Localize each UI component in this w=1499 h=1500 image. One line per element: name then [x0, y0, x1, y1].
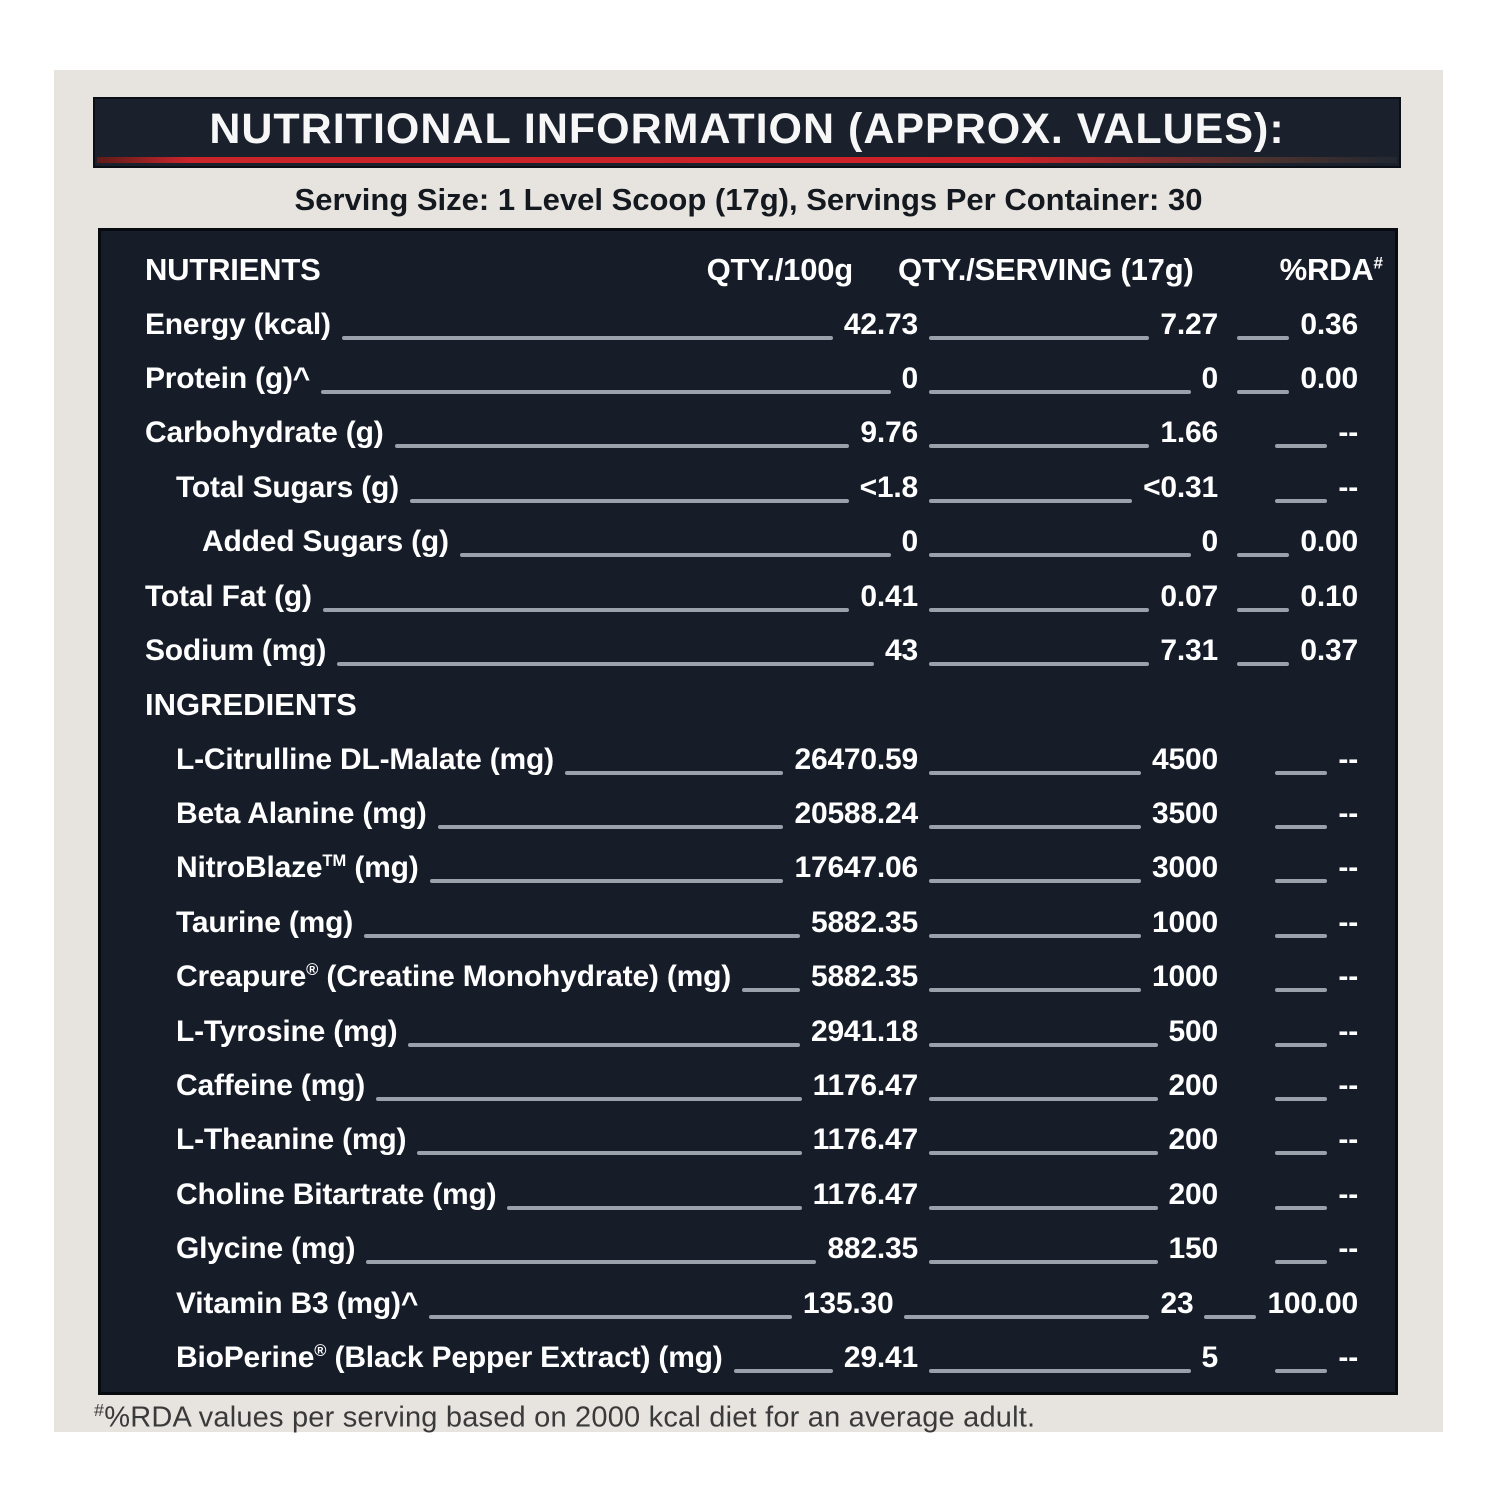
qty-100g-value: 9.76 — [860, 416, 918, 450]
qty-100g-value: 20588.24 — [794, 797, 918, 831]
rda-value: 0.36 — [1300, 307, 1358, 341]
ingredients-section-header: INGREDIENTS — [145, 687, 357, 723]
leader-line — [323, 608, 850, 612]
rda-value: -- — [1338, 1069, 1358, 1103]
leader-line — [1237, 553, 1289, 557]
leader-line — [742, 988, 800, 992]
leader-line — [1237, 336, 1289, 340]
qty-100g-value: 26470.59 — [794, 742, 918, 776]
column-header-rda: %RDA# — [1279, 252, 1383, 288]
leader-line — [1275, 1206, 1327, 1210]
qty-serving-value: 3500 — [1152, 797, 1218, 831]
leader-line — [337, 662, 874, 666]
leader-line — [929, 1260, 1158, 1264]
rda-value: -- — [1338, 470, 1358, 504]
rda-value: 0.00 — [1300, 361, 1358, 395]
qty-100g-value: <1.8 — [859, 470, 918, 504]
nutrition-table — [98, 228, 1398, 1395]
qty-100g-value: 1176.47 — [812, 1069, 918, 1103]
serving-size-line: Serving Size: 1 Level Scoop (17g), Servings Per Container: 30 — [294, 182, 1203, 217]
leader-line — [929, 499, 1132, 503]
qty-100g-value: 1176.47 — [812, 1123, 918, 1157]
leader-line — [929, 934, 1141, 938]
nutrients-section — [145, 297, 1358, 678]
leader-line — [438, 825, 784, 829]
row-label: Beta Alanine (mg) — [176, 797, 427, 831]
row-label: L-Theanine (mg) — [176, 1123, 407, 1157]
table-row — [145, 1113, 1358, 1167]
column-header-qty-100g: QTY./100g — [706, 252, 854, 288]
table-row — [145, 1276, 1358, 1330]
row-label: Total Sugars (g) — [176, 470, 399, 504]
leader-line — [1275, 499, 1327, 503]
row-label: Choline Bitartrate (mg) — [176, 1177, 497, 1211]
label-sheet — [54, 70, 1443, 1432]
column-header-nutrients: NUTRIENTS — [145, 252, 321, 288]
qty-serving-value: 0 — [1201, 525, 1218, 559]
leader-line — [430, 879, 784, 883]
qty-serving-value: 4500 — [1152, 742, 1218, 776]
table-row — [145, 515, 1358, 569]
qty-100g-value: 2941.18 — [810, 1014, 918, 1048]
row-label: Creapure® (Creatine Monohydrate) (mg) — [176, 960, 732, 994]
qty-100g-value: 5882.35 — [810, 960, 918, 994]
row-label: Sodium (mg) — [145, 633, 327, 667]
leader-line — [1275, 1097, 1327, 1101]
leader-line — [1275, 1151, 1327, 1155]
qty-serving-value: 3000 — [1152, 851, 1218, 885]
table-row — [145, 1222, 1358, 1276]
qty-100g-value: 43 — [885, 633, 918, 667]
table-row — [145, 733, 1358, 787]
leader-line — [364, 934, 800, 938]
leader-line — [904, 1315, 1149, 1319]
qty-serving-value: 5 — [1201, 1341, 1218, 1374]
table-row — [145, 841, 1358, 895]
leader-line — [929, 444, 1149, 448]
qty-100g-value: 0 — [901, 361, 918, 395]
row-label: Glycine (mg) — [176, 1232, 356, 1266]
rda-value: -- — [1338, 1232, 1358, 1266]
leader-line — [929, 1097, 1158, 1101]
qty-serving-value: 1000 — [1152, 905, 1218, 939]
leader-line — [929, 390, 1191, 394]
qty-serving-value: 200 — [1168, 1177, 1218, 1211]
table-row — [145, 896, 1358, 950]
qty-serving-value: 0 — [1201, 361, 1218, 395]
row-label: Vitamin B3 (mg)^ — [176, 1286, 419, 1320]
column-header-qty-serving: QTY./SERVING (17g) — [898, 252, 1194, 288]
leader-line — [929, 1151, 1158, 1155]
table-row — [145, 569, 1358, 623]
leader-line — [376, 1097, 802, 1101]
leader-line — [1275, 934, 1327, 938]
leader-line — [929, 1369, 1191, 1373]
leader-line — [734, 1369, 833, 1373]
leader-line — [1237, 608, 1289, 612]
qty-serving-value: 23 — [1160, 1286, 1194, 1320]
qty-100g-value: 0.41 — [860, 579, 918, 613]
qty-100g-value: 5882.35 — [810, 905, 918, 939]
rda-value: 0.00 — [1300, 525, 1358, 559]
rda-value: -- — [1338, 851, 1358, 885]
leader-line — [565, 771, 784, 775]
qty-100g-value: 17647.06 — [794, 851, 918, 885]
rda-value: 100.00 — [1267, 1286, 1358, 1320]
row-label: Energy (kcal) — [145, 307, 331, 341]
table-row — [145, 1168, 1358, 1222]
qty-serving-value: 1.66 — [1160, 416, 1218, 450]
qty-100g-value: 42.73 — [843, 307, 918, 341]
table-header-row — [145, 243, 1383, 297]
qty-serving-value: <0.31 — [1143, 470, 1218, 504]
leader-line — [929, 1043, 1158, 1047]
leader-line — [408, 1043, 800, 1047]
qty-serving-value: 150 — [1168, 1232, 1218, 1266]
leader-line — [342, 336, 833, 340]
ingredients-section — [145, 733, 1358, 1386]
rda-value: -- — [1338, 1123, 1358, 1157]
qty-100g-value: 1176.47 — [812, 1177, 918, 1211]
rda-footnote — [94, 1400, 1035, 1435]
qty-100g-value: 29.41 — [843, 1341, 918, 1374]
leader-line — [929, 988, 1141, 992]
rda-value: -- — [1338, 797, 1358, 831]
row-label: Carbohydrate (g) — [145, 416, 384, 450]
qty-serving-value: 1000 — [1152, 960, 1218, 994]
leader-line — [929, 608, 1149, 612]
row-label: Protein (g)^ — [145, 361, 311, 395]
leader-line — [929, 879, 1141, 883]
table-row — [145, 1004, 1358, 1058]
leader-line — [929, 771, 1141, 775]
leader-line — [929, 1206, 1158, 1210]
rda-value: -- — [1338, 1177, 1358, 1211]
table-row — [145, 461, 1358, 515]
qty-serving-value: 7.31 — [1160, 633, 1218, 667]
rda-value: 0.10 — [1300, 579, 1358, 613]
leader-line — [1275, 1369, 1327, 1373]
row-label: BioPerine® (Black Pepper Extract) (mg) — [176, 1341, 723, 1374]
table-row — [145, 352, 1358, 406]
table-row — [145, 624, 1358, 678]
leader-line — [1275, 1260, 1327, 1264]
leader-line — [929, 336, 1149, 340]
row-label: L-Tyrosine (mg) — [176, 1014, 398, 1048]
leader-line — [1275, 988, 1327, 992]
page-title: NUTRITIONAL INFORMATION (APPROX. VALUES): — [209, 105, 1285, 153]
rda-value: -- — [1338, 416, 1358, 450]
leader-line — [1275, 825, 1327, 829]
leader-line — [1237, 390, 1289, 394]
leader-line — [1237, 662, 1289, 666]
leader-line — [1275, 771, 1327, 775]
leader-line — [1275, 879, 1327, 883]
footnote-text: %RDA values per serving based on 2000 kcal diet for an average adult. — [104, 1401, 1036, 1434]
leader-line — [507, 1206, 801, 1210]
row-label: Added Sugars (g) — [202, 525, 449, 559]
footnote-marker: # — [94, 1400, 105, 1420]
table-row — [145, 406, 1358, 460]
qty-serving-value: 200 — [1168, 1123, 1218, 1157]
row-label: NitroBlaze™ (mg) — [176, 851, 419, 885]
table-row — [145, 1331, 1358, 1385]
rda-value: -- — [1338, 1341, 1358, 1374]
row-label: Caffeine (mg) — [176, 1069, 366, 1103]
leader-line — [429, 1315, 792, 1319]
qty-100g-value: 882.35 — [827, 1232, 918, 1266]
qty-serving-value: 7.27 — [1160, 307, 1218, 341]
table-row — [145, 787, 1358, 841]
leader-line — [1275, 444, 1327, 448]
rda-value: -- — [1338, 1014, 1358, 1048]
qty-100g-value: 135.30 — [802, 1286, 894, 1320]
qty-serving-value: 500 — [1168, 1014, 1218, 1048]
leader-line — [1204, 1315, 1256, 1319]
leader-line — [395, 444, 850, 448]
title-bar — [93, 97, 1401, 168]
qty-100g-value: 0 — [901, 525, 918, 559]
leader-line — [410, 499, 849, 503]
leader-line — [929, 825, 1141, 829]
leader-line — [929, 662, 1149, 666]
leader-line — [417, 1151, 801, 1155]
table-row — [145, 1059, 1358, 1113]
rda-value: -- — [1338, 742, 1358, 776]
rda-value: -- — [1338, 960, 1358, 994]
qty-serving-value: 200 — [1168, 1069, 1218, 1103]
rda-value: 0.37 — [1300, 633, 1358, 667]
table-row — [145, 297, 1358, 351]
leader-line — [321, 390, 890, 394]
rda-value: -- — [1338, 905, 1358, 939]
qty-serving-value: 0.07 — [1160, 579, 1218, 613]
row-label: L-Citrulline DL-Malate (mg) — [176, 742, 554, 776]
table-row — [145, 950, 1358, 1004]
row-label: Taurine (mg) — [176, 905, 354, 939]
leader-line — [460, 553, 891, 557]
row-label: Total Fat (g) — [145, 579, 312, 613]
leader-line — [366, 1260, 816, 1264]
leader-line — [1275, 1043, 1327, 1047]
leader-line — [929, 553, 1191, 557]
